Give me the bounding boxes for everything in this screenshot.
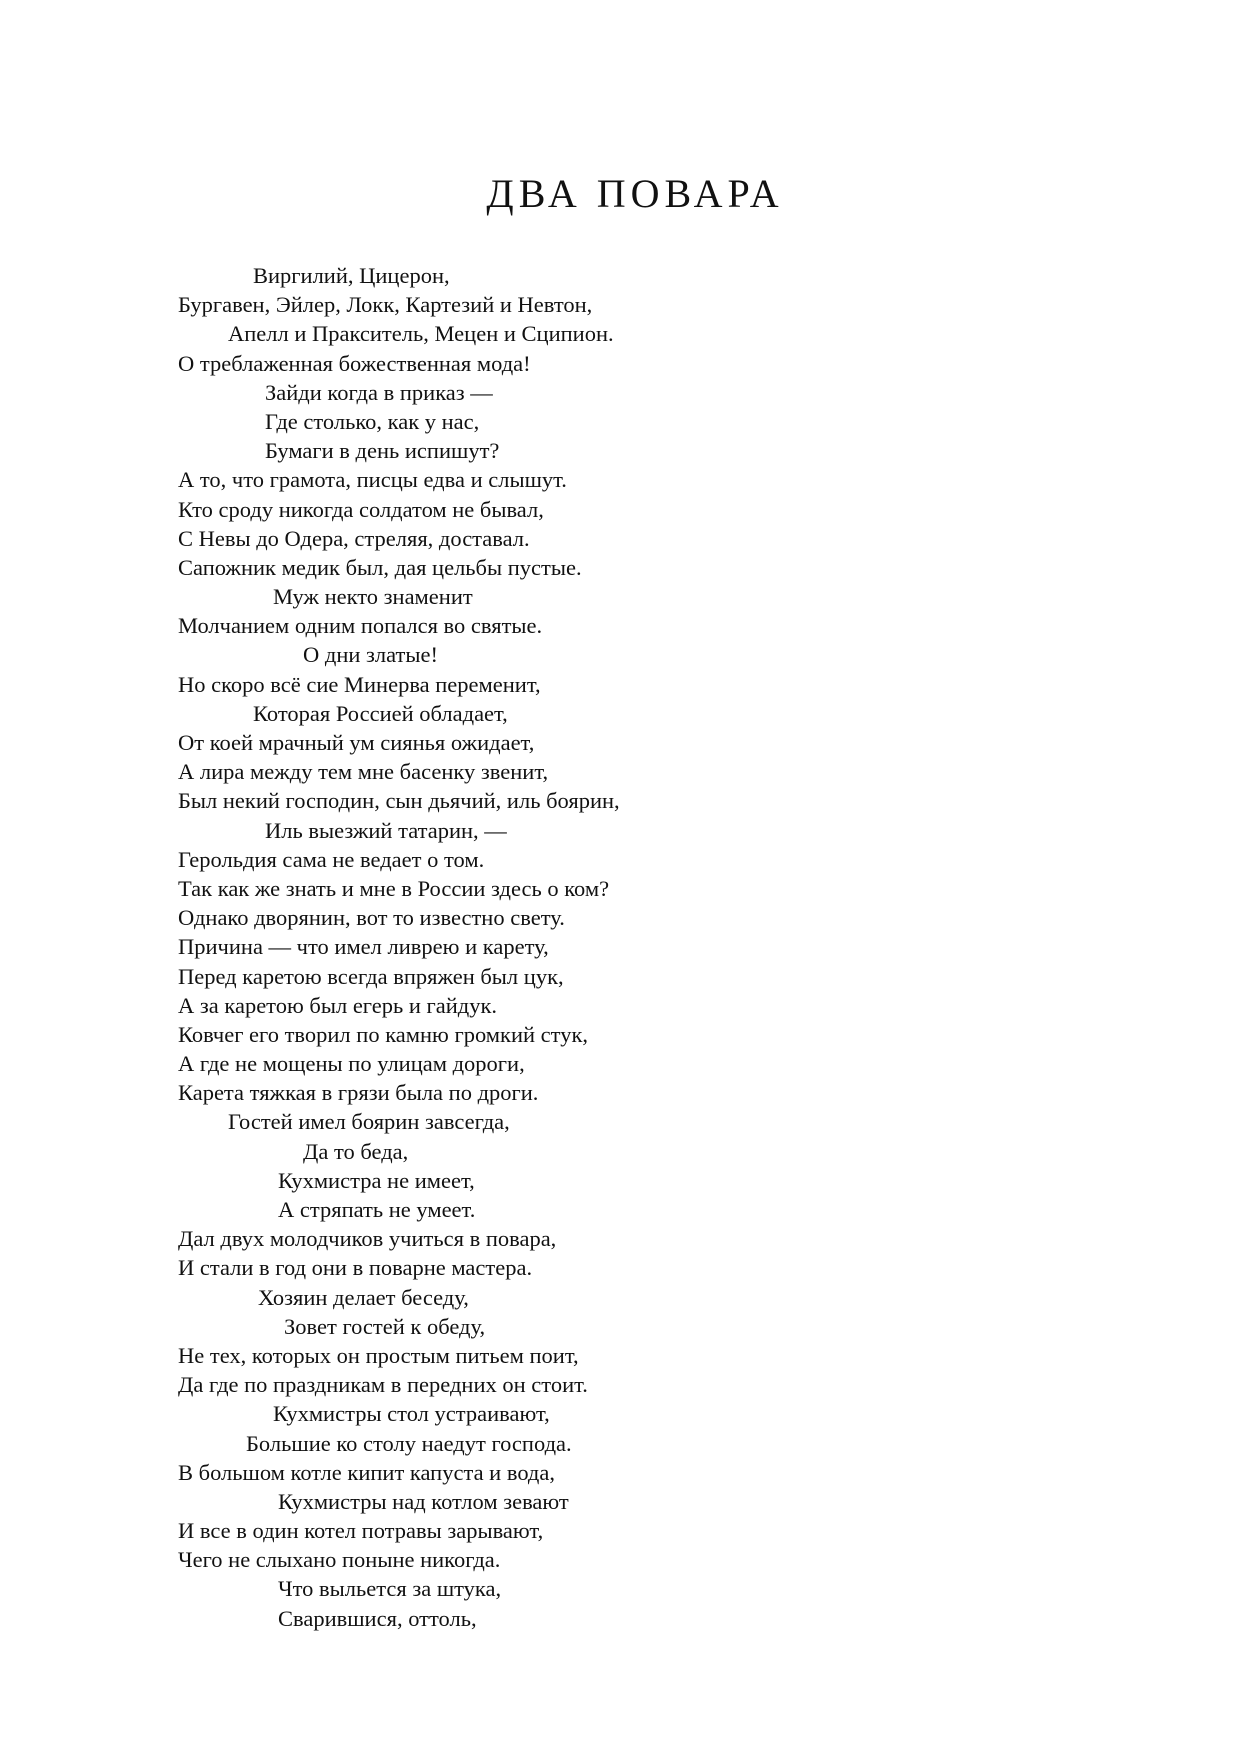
poem-line: Кухмистры над котлом зевают (278, 1488, 569, 1514)
poem-line: А за каретою был егерь и гайдук. (178, 992, 498, 1018)
poem-body (178, 261, 1178, 1633)
poem-line: Так как же знать и мне в России здесь о ком? (178, 875, 610, 901)
poem-line: О дни златые! (303, 642, 438, 668)
poem-line: А где не мощены по улицам дороги, (178, 1051, 525, 1077)
poem-line: Что выльется за штука, (278, 1576, 502, 1602)
poem-line: Иль выезжий татарин, — (265, 817, 507, 843)
poem-line: Не тех, которых он простым питьем поит, (178, 1342, 579, 1368)
poem-line: Кухмистры стол устраивают, (273, 1401, 550, 1427)
poem-line: От коей мрачный ум сиянья ожидает, (178, 730, 535, 755)
poem-line: Чего не слыхано поныне никогда. (178, 1547, 501, 1573)
poem-line: Бумаги в день испишут? (265, 438, 500, 464)
poem-line: И все в один котел потравы зарывают, (178, 1518, 544, 1544)
poem-line: Бургавен, Эйлер, Локк, Картезий и Невтон, (178, 292, 593, 318)
poem-line: А то, что грамота, писцы едва и слышут. (178, 467, 567, 493)
poem-line: Зайди когда в приказ — (265, 379, 493, 405)
poem-line: Дал двух молодчиков учиться в повара, (178, 1226, 557, 1252)
poem-line: Апелл и Пракситель, Мецен и Сципион. (228, 321, 614, 347)
poem-line: Гостей имел боярин завсегда, (228, 1109, 510, 1135)
poem-line: Перед каретою всегда впряжен был цук, (178, 963, 564, 989)
poem-line: Большие ко столу наедут господа. (246, 1430, 572, 1456)
poem-line: Кто сроду никогда солдатом не бывал, (178, 496, 544, 522)
poem-line: Да где по праздникам в передних он стоит. (178, 1372, 588, 1398)
poem-line: Карета тяжкая в грязи была по дроги. (178, 1080, 539, 1106)
poem-line: Причина — что имел ливрею и карету, (178, 934, 549, 960)
poem-line: Кухмистра не имеет, (278, 1167, 475, 1193)
poem-line: Муж некто знаменит (273, 584, 473, 610)
poem-line: Виргилий, Цицерон, (253, 263, 450, 288)
poem-line: Где столько, как у нас, (265, 408, 480, 434)
poem-line: В большом котле кипит капуста и вода, (178, 1459, 555, 1485)
poem-line: Герольдия сама не ведает о том. (178, 846, 485, 872)
poem-line: Но скоро всё сие Минерва переменит, (178, 671, 541, 697)
poem-line: Сапожник медик был, дая цельбы пустые. (178, 554, 582, 580)
poem-line: Однако дворянин, вот то известно свету. (178, 905, 565, 931)
poem-line: Был некий господин, сын дьячий, иль боярин, (178, 788, 620, 814)
poem-line: С Невы до Одера, стреляя, доставал. (178, 525, 530, 551)
poem-line: Ковчег его творил по камню громкий стук, (178, 1021, 588, 1047)
poem-line: Хозяин делает беседу, (258, 1284, 469, 1310)
poem-line: А лира между тем мне басенку звенит, (178, 759, 549, 785)
poem-line: Молчанием одним попался во святые. (178, 613, 543, 639)
poem-line: О треблаженная божественная мода! (178, 350, 531, 376)
poem-title: ДВА ПОВАРА (486, 171, 784, 216)
poem-line: И стали в год они в поварне мастера. (178, 1255, 533, 1281)
poem-line: Да то беда, (303, 1138, 409, 1164)
poem-line: А стряпать не умеет. (278, 1197, 476, 1222)
poem-line: Которая Россией обладает, (253, 700, 508, 726)
poem-line: Сварившися, оттоль, (278, 1605, 477, 1631)
poem-line: Зовет гостей к обеду, (284, 1313, 486, 1339)
